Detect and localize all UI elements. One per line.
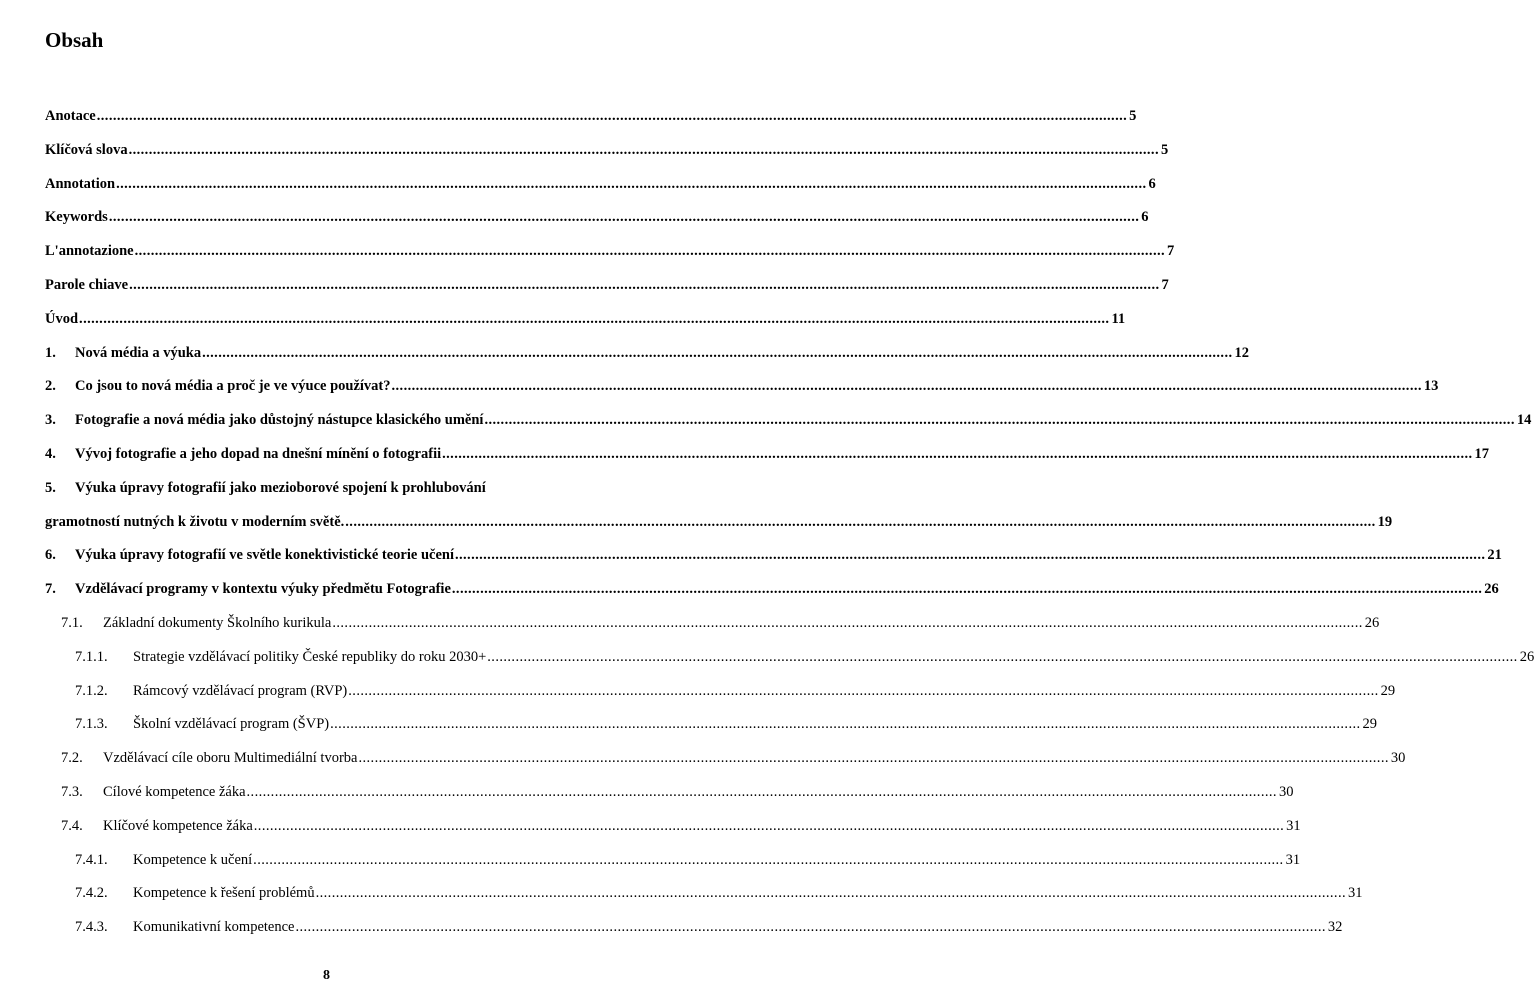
- toc-entry-label: Fotografie a nová média jako důstojný nástupce klasického umění: [75, 412, 484, 428]
- dot-leader: [316, 885, 1346, 902]
- toc-entry[interactable]: [45, 108, 1137, 125]
- toc-entry-number: 3.: [45, 412, 56, 428]
- toc-entry-number: 7.1.1.: [75, 649, 108, 665]
- toc-entry[interactable]: [45, 209, 1149, 226]
- toc-entry[interactable]: [45, 277, 1169, 294]
- toc-entry-number: 7.: [45, 581, 56, 597]
- toc-entry-label: Anotace: [45, 108, 96, 124]
- toc-entry-number: 7.1.2.: [75, 683, 108, 699]
- toc-entry-label: Nová média a výuka: [75, 345, 202, 361]
- toc-entry-number: 7.3.: [61, 784, 83, 800]
- toc-entry[interactable]: [45, 311, 1126, 328]
- dot-leader: [295, 919, 1325, 936]
- toc-entry-number: 7.4.1.: [75, 852, 108, 868]
- dot-leader: [487, 649, 1517, 666]
- toc-entry-page: 30: [1278, 784, 1294, 800]
- toc-entry-number: 5.: [45, 480, 56, 496]
- toc-entry-label: Úvod: [45, 311, 79, 327]
- toc-entry-page: 7: [1167, 243, 1175, 259]
- dot-leader: [109, 209, 1139, 226]
- toc-entry-label: Školní vzdělávací program (ŠVP): [133, 716, 330, 732]
- toc-entry-page: 32: [1327, 919, 1343, 935]
- toc-entry-label: L'annotazione: [45, 243, 134, 259]
- toc-entry[interactable]: [45, 547, 1502, 564]
- toc-entry-number: 6.: [45, 547, 56, 563]
- dot-leader: [332, 615, 1362, 632]
- toc-entry-label-continued: gramotností nutných k životu v moderním světě.: [45, 514, 345, 530]
- toc-entry-page: 30: [1390, 750, 1406, 766]
- toc-entry-label: Klíčové kompetence žáka: [103, 818, 253, 834]
- toc-entry-label: Keywords: [45, 209, 108, 225]
- toc-entry-page: 26: [1484, 581, 1499, 597]
- dot-leader: [442, 446, 1472, 463]
- toc-entry[interactable]: [45, 581, 1499, 598]
- dot-leader: [358, 750, 1388, 767]
- toc-entry-label: Co jsou to nová média a proč je ve výuce používat?: [75, 378, 391, 394]
- toc-entry[interactable]: [45, 176, 1156, 193]
- toc-entry-page: 11: [1111, 311, 1126, 327]
- toc-entry-label: Výuka úpravy fotografií jako mezioborové spojení k prohlubování: [75, 480, 486, 496]
- dot-leader: [79, 311, 1109, 328]
- dot-leader: [348, 683, 1378, 700]
- toc-entry-page: 5: [1129, 108, 1137, 124]
- toc-entry-page: 13: [1423, 378, 1439, 394]
- dot-leader: [247, 784, 1277, 801]
- dot-leader: [135, 243, 1165, 260]
- dot-leader: [116, 176, 1146, 193]
- toc-entry-label: Vzdělávací programy v kontextu výuky předmětu Fotografie: [75, 581, 451, 597]
- toc-entry-page: 29: [1362, 716, 1378, 732]
- dot-leader: [345, 514, 1375, 531]
- toc-entry-page: 26: [1519, 649, 1534, 665]
- toc-entry[interactable]: [45, 345, 1249, 362]
- toc-entry-label: Vývoj fotografie a jeho dopad na dnešní mínění o fotografii: [75, 446, 442, 462]
- toc-entry[interactable]: [45, 142, 1169, 159]
- toc-entry-number: 7.2.: [61, 750, 83, 766]
- toc-entry-page: 31: [1285, 852, 1301, 868]
- toc-entry-label: Kompetence k učení: [133, 852, 253, 868]
- toc-entry[interactable]: [75, 919, 1343, 936]
- toc-entry-label: Annotation: [45, 176, 116, 192]
- toc-entry-page: 31: [1348, 885, 1363, 901]
- toc-entry-page: 5: [1160, 142, 1169, 158]
- toc-entry-page: 17: [1474, 446, 1490, 462]
- toc-entry-number: 7.1.: [61, 615, 83, 631]
- toc-entry-number: 4.: [45, 446, 56, 462]
- toc-entry-label: Kompetence k řešení problémů: [133, 885, 315, 901]
- dot-leader: [392, 378, 1422, 395]
- toc-entry-page: 12: [1234, 345, 1249, 361]
- dot-leader: [484, 412, 1514, 429]
- toc-entry[interactable]: [45, 378, 1439, 395]
- toc-entry-label: Strategie vzdělávací politiky České republiky do roku 2030+: [133, 649, 487, 665]
- toc-entry-page: 29: [1380, 683, 1396, 699]
- toc-entry-label: Parole chiave: [45, 277, 129, 293]
- toc-entry[interactable]: [75, 885, 1363, 902]
- toc-entry-page: 6: [1141, 209, 1149, 225]
- toc-entry-page: 31: [1286, 818, 1301, 834]
- dot-leader: [202, 345, 1232, 362]
- toc-entry-label: Vzdělávací cíle oboru Multimediální tvorba: [103, 750, 358, 766]
- toc-entry[interactable]: [75, 852, 1301, 869]
- toc-entry-page: 26: [1364, 615, 1380, 631]
- toc-entry[interactable]: [61, 818, 1301, 835]
- toc-entry-label: Výuka úpravy fotografií ve světle konektivistické teorie učení: [75, 547, 454, 563]
- toc-entry-page: 21: [1487, 547, 1502, 563]
- toc-entry[interactable]: [45, 514, 1393, 531]
- toc-entry[interactable]: [45, 412, 1532, 429]
- dot-leader: [97, 108, 1127, 125]
- toc-entry[interactable]: [61, 784, 1294, 801]
- toc-entry[interactable]: [75, 683, 1396, 700]
- toc-entry-label: Cílové kompetence žáka: [103, 784, 246, 800]
- toc-entry[interactable]: [61, 750, 1406, 767]
- toc-entry-page: 7: [1161, 277, 1169, 293]
- toc-entry-label: Klíčová slova: [45, 142, 128, 158]
- toc-entry[interactable]: [61, 615, 1380, 632]
- toc-entry[interactable]: [45, 480, 486, 497]
- toc-entry-label: Základní dokumenty Školního kurikula: [103, 615, 332, 631]
- dot-leader: [330, 716, 1360, 733]
- dot-leader: [129, 277, 1159, 294]
- page-number: 8: [323, 968, 330, 983]
- toc-entry-number: 2.: [45, 378, 56, 394]
- toc-entry-number: 7.1.3.: [75, 716, 108, 732]
- toc-entry-page: 6: [1148, 176, 1156, 192]
- toc-entry-number: 1.: [45, 345, 56, 361]
- dot-leader: [455, 547, 1485, 564]
- toc-entry[interactable]: [45, 446, 1490, 463]
- dot-leader: [253, 852, 1283, 869]
- dot-leader: [452, 581, 1482, 598]
- toc-entry[interactable]: [45, 243, 1175, 260]
- toc-entry-label: Komunikativní kompetence: [133, 919, 295, 935]
- toc-entry-page: 19: [1377, 514, 1393, 530]
- toc-entry-number: 7.4.2.: [75, 885, 108, 901]
- toc-entry[interactable]: [75, 716, 1378, 733]
- toc-entry-number: 7.4.: [61, 818, 83, 834]
- dot-leader: [129, 142, 1159, 159]
- toc-entry[interactable]: [75, 649, 1534, 666]
- dot-leader: [254, 818, 1284, 835]
- toc-entry-label: Rámcový vzdělávací program (RVP): [133, 683, 348, 699]
- toc-entry-page: 14: [1516, 412, 1532, 428]
- toc-entry-number: 7.4.3.: [75, 919, 108, 935]
- page-title: Obsah: [45, 28, 104, 52]
